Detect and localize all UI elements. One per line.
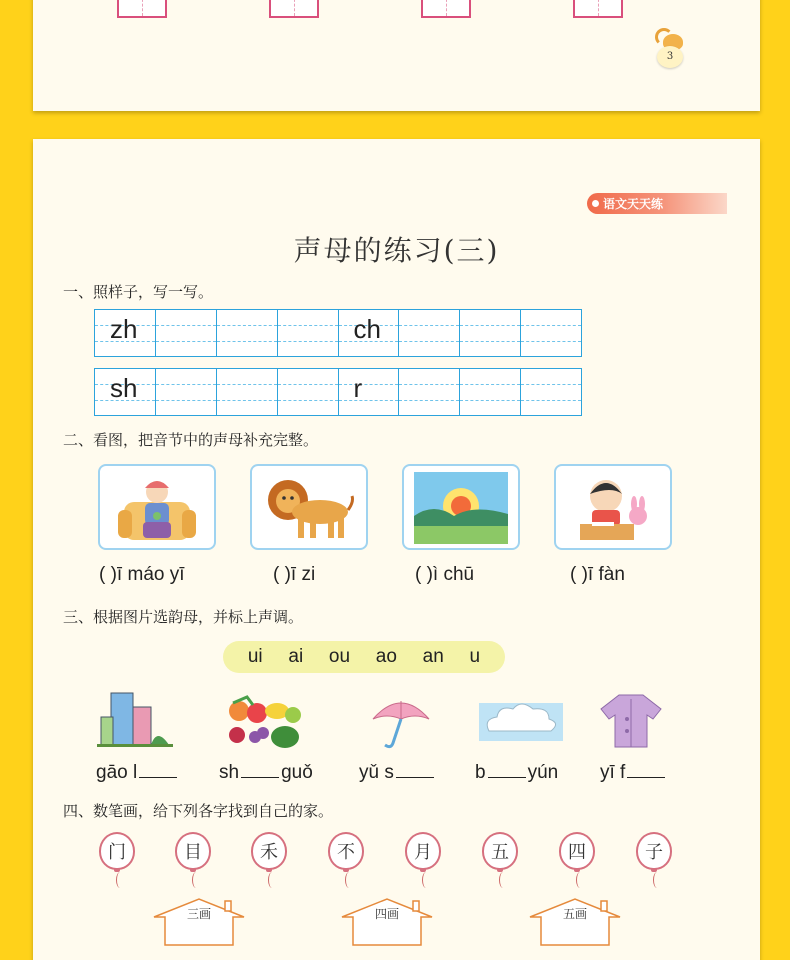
tag-dot-icon — [592, 200, 599, 207]
vowel-option: ui — [247, 646, 263, 667]
answer-blank[interactable] — [396, 774, 434, 778]
balloon-character: 子 — [645, 842, 663, 863]
house-label: 五画 — [562, 907, 587, 921]
previous-page — [33, 0, 760, 111]
grid-cell[interactable]: zh — [95, 310, 156, 356]
balloon[interactable] — [559, 832, 595, 888]
balloon[interactable] — [636, 832, 672, 888]
writing-box — [421, 0, 471, 18]
vowel-item-2: sh guǒ — [219, 762, 313, 783]
balloon[interactable] — [405, 832, 441, 888]
sunrise-icon — [414, 472, 508, 544]
vowel-item-4: b yún — [475, 762, 559, 783]
section-four-title: 四、数笔画，给下列各字找到自己的家。 — [63, 802, 334, 820]
balloon[interactable] — [482, 832, 518, 888]
vowel-item-5: yī f — [600, 762, 667, 784]
answer-blank[interactable] — [241, 774, 279, 778]
section-one-title: 一、照样子，写一写。 — [63, 283, 214, 301]
balloon-character: 目 — [184, 842, 202, 863]
answer-blank[interactable] — [488, 774, 526, 778]
stroke-house-4[interactable] — [339, 897, 435, 947]
vowel-options-bar — [223, 641, 505, 673]
series-tag — [587, 193, 727, 214]
balloon[interactable] — [175, 832, 211, 888]
umbrella-icon — [369, 695, 433, 751]
grid-cell[interactable] — [399, 369, 460, 415]
boy-writing-icon — [566, 472, 660, 544]
grid-cell[interactable] — [156, 369, 217, 415]
house-label: 三画 — [186, 907, 211, 921]
balloon[interactable] — [328, 832, 364, 888]
picture-grandma-knitting — [98, 464, 216, 550]
answer-blank[interactable] — [139, 774, 177, 778]
page-number: 3 — [666, 51, 674, 62]
pinyin-item-3: ( )ì chū — [415, 564, 475, 585]
balloon[interactable] — [99, 832, 135, 888]
writing-grid-row-2 — [94, 368, 582, 416]
page-number-mascot — [653, 26, 687, 66]
vowel-item-1: gāo l — [96, 762, 179, 784]
balloon-character: 四 — [568, 842, 586, 863]
balloon-character: 门 — [108, 842, 126, 863]
grid-cell[interactable] — [278, 369, 339, 415]
balloon-character: 五 — [491, 842, 509, 863]
grid-cell[interactable] — [399, 310, 460, 356]
grid-cell[interactable] — [278, 310, 339, 356]
grid-cell[interactable] — [521, 369, 581, 415]
house-label: 四画 — [374, 907, 399, 921]
section-three-title: 三、根据图片选韵母，并标上声调。 — [63, 608, 304, 626]
pinyin-item-1: ( )ī máo yī — [99, 564, 185, 585]
grid-cell[interactable] — [460, 369, 521, 415]
writing-box — [573, 0, 623, 18]
writing-box — [117, 0, 167, 18]
stroke-house-5[interactable] — [527, 897, 623, 947]
picture-boy-writing — [554, 464, 672, 550]
pinyin-item-2: ( )ī zi — [273, 564, 316, 585]
vowel-option: u — [469, 646, 481, 667]
vowel-option: ai — [288, 646, 304, 667]
writing-box — [269, 0, 319, 18]
grid-cell[interactable] — [156, 310, 217, 356]
cloud-icon — [479, 699, 563, 743]
worksheet-page — [33, 139, 760, 960]
balloon-character: 月 — [414, 842, 432, 863]
balloon-character: 不 — [337, 842, 355, 863]
grid-cell[interactable] — [217, 369, 278, 415]
grid-cell[interactable]: ch — [339, 310, 400, 356]
grid-cell[interactable] — [217, 310, 278, 356]
lesson-title: 声母的练习(三) — [293, 234, 500, 267]
grid-cell[interactable]: r — [339, 369, 400, 415]
grid-cell[interactable] — [521, 310, 581, 356]
pinyin-item-4: ( )ī fàn — [570, 564, 625, 585]
lion-icon — [262, 472, 356, 544]
stroke-house-3[interactable] — [151, 897, 247, 947]
vowel-option: an — [422, 646, 444, 667]
grid-cell[interactable]: sh — [95, 369, 156, 415]
writing-grid-row-1 — [94, 309, 582, 357]
vowel-option: ao — [375, 646, 397, 667]
vowel-option: ou — [328, 646, 351, 667]
grandma-knitting-icon — [110, 472, 204, 544]
coat-icon — [599, 691, 663, 749]
vowel-item-3: yǔ s — [359, 762, 436, 784]
buildings-icon — [97, 687, 173, 749]
answer-blank[interactable] — [627, 774, 665, 778]
picture-sunrise — [402, 464, 520, 550]
series-tag-label: 语文天天练 — [603, 197, 664, 211]
fruits-icon — [223, 695, 303, 751]
picture-lion — [250, 464, 368, 550]
balloon[interactable] — [251, 832, 287, 888]
balloon-character: 禾 — [260, 842, 278, 863]
section-two-title: 二、看图，把音节中的声母补充完整。 — [63, 431, 319, 449]
grid-cell[interactable] — [460, 310, 521, 356]
